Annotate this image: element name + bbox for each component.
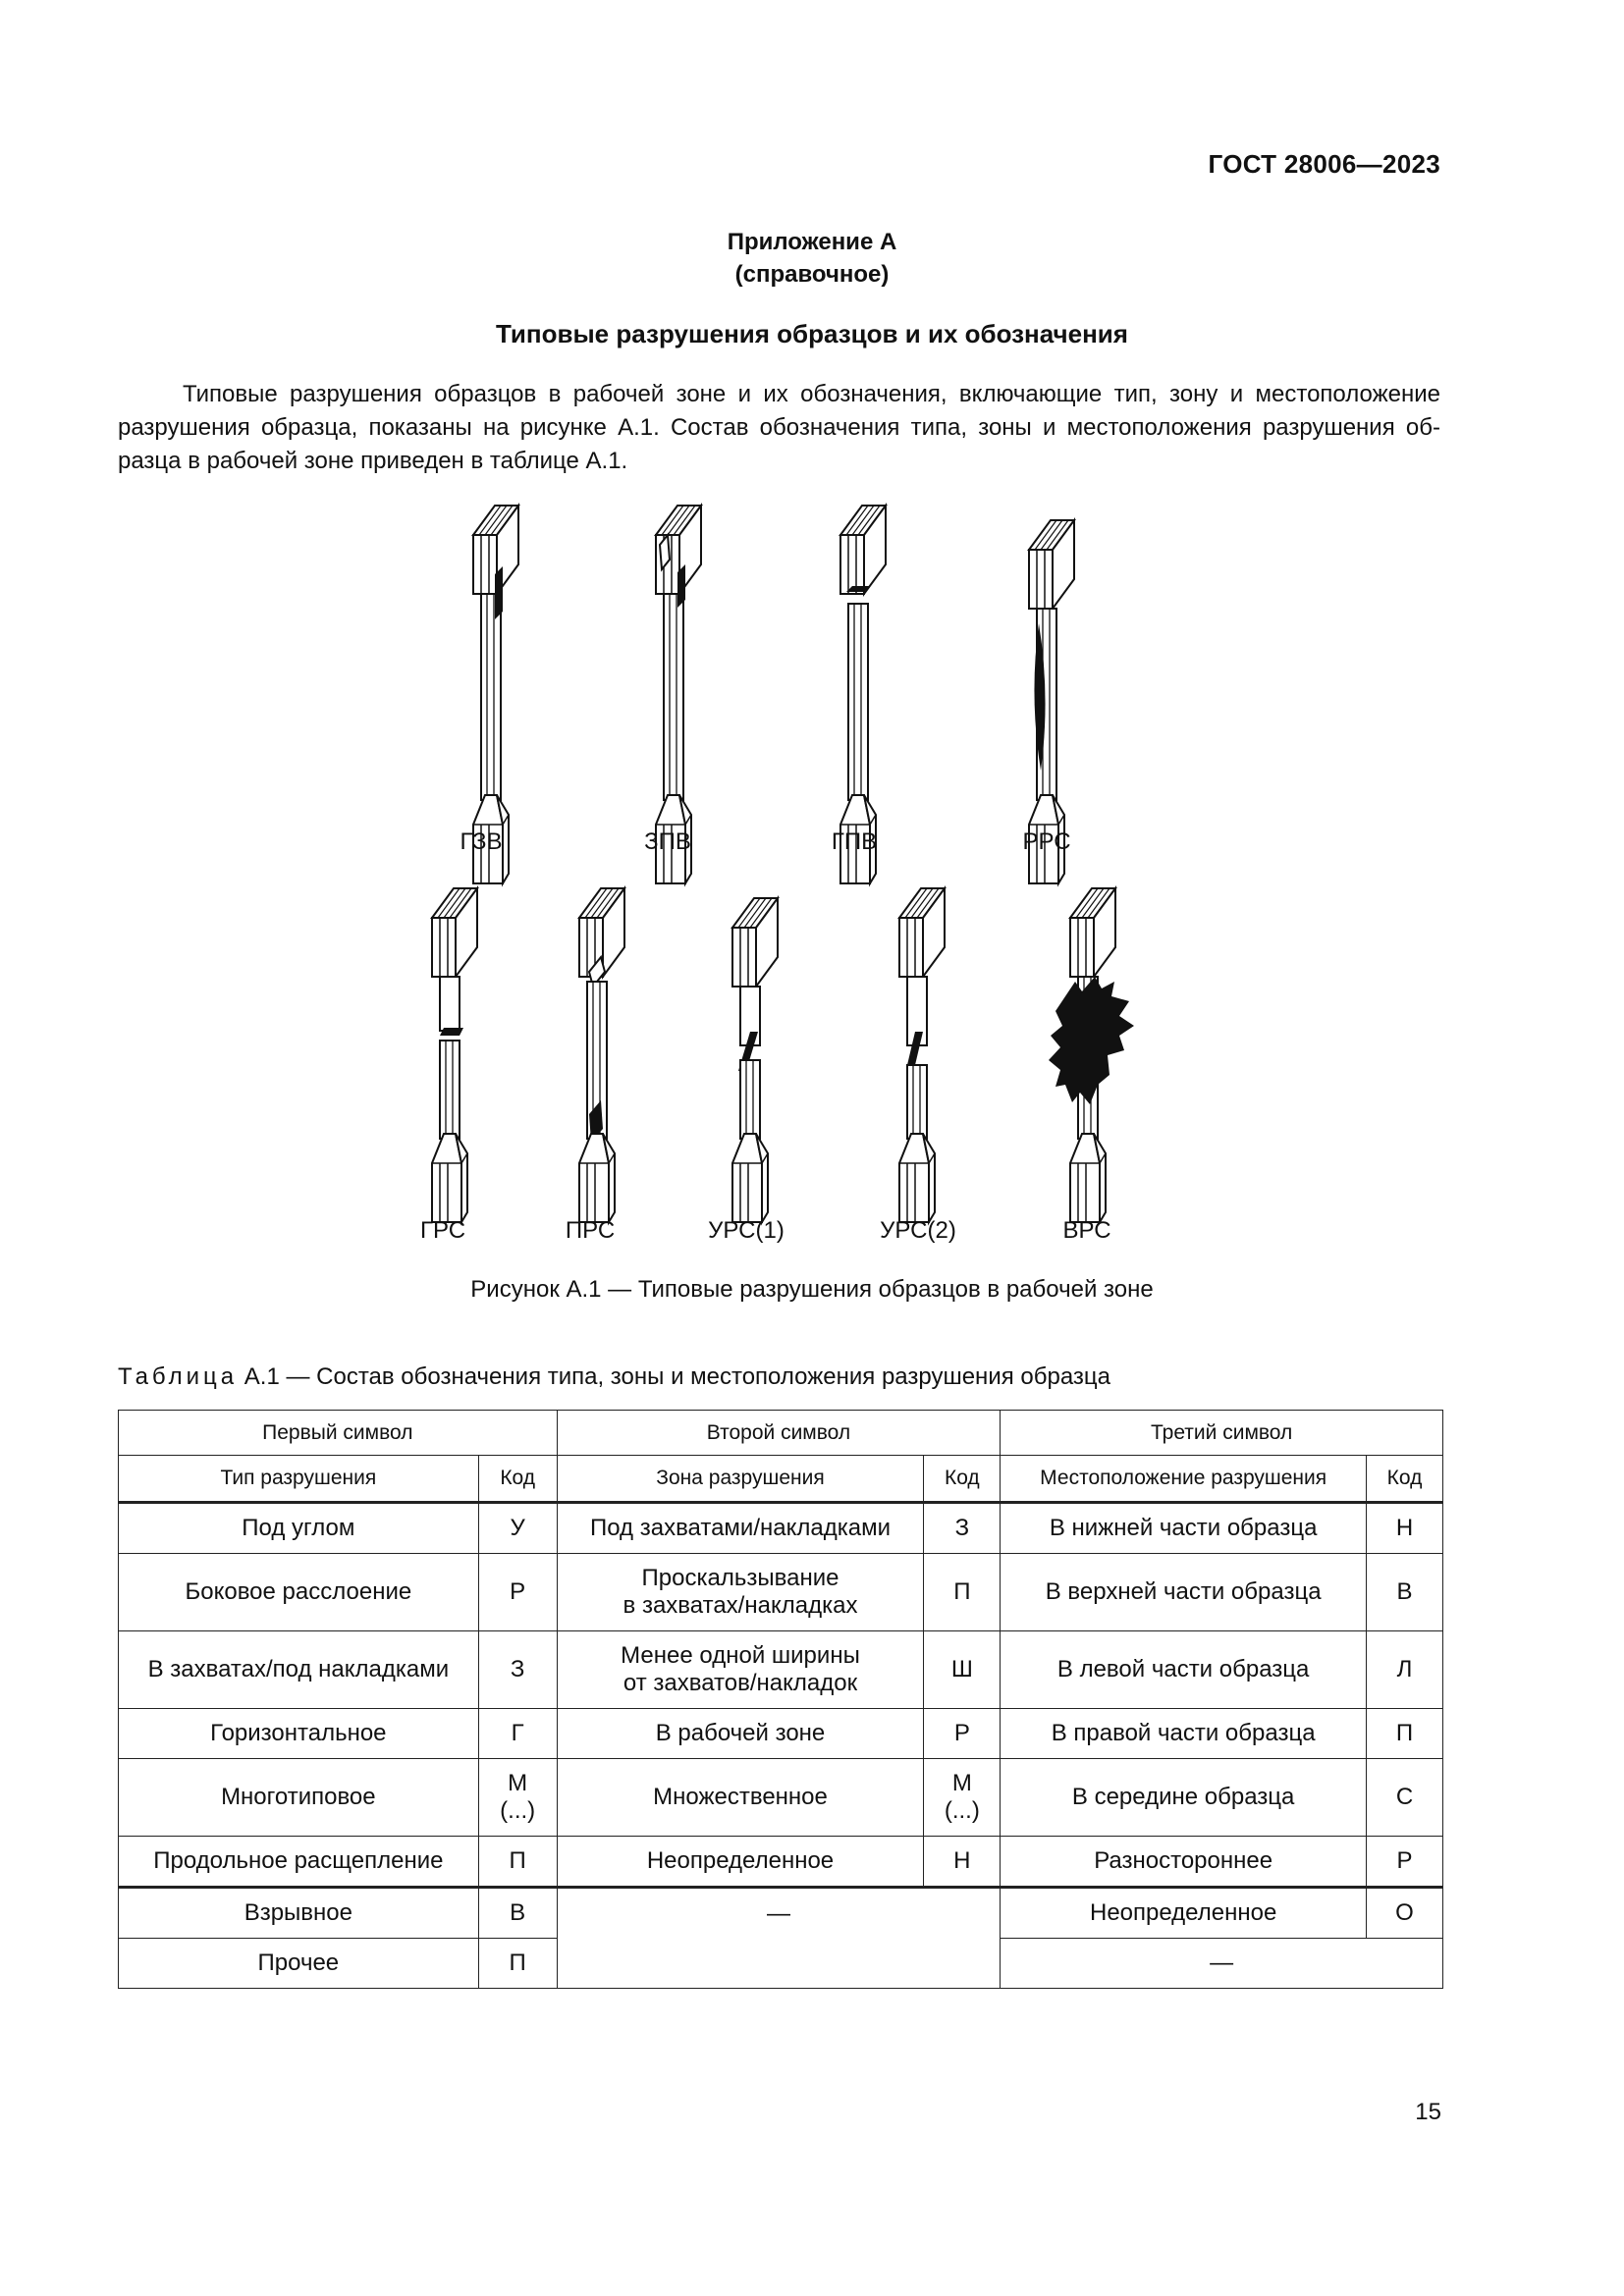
- cell-location-code: Л: [1367, 1631, 1443, 1709]
- page-number: 15: [1415, 2099, 1441, 2125]
- table-row: [119, 1709, 1443, 1759]
- cell-zone: Под захватами/накладками: [557, 1503, 924, 1554]
- specimen-zpv: [656, 506, 701, 883]
- cell-location-code: В: [1367, 1554, 1443, 1631]
- intro-line: разрушения образца, показаны на рисунке А.1. Состав обозначения типа, зоны и местоположения разрушения об-: [118, 414, 1440, 441]
- cell-type-code: П: [478, 1939, 557, 1989]
- cell-zone-code: П: [924, 1554, 1001, 1631]
- figure-label-urs1: УРС(1): [708, 1217, 785, 1244]
- cell-location: Разностороннее: [1001, 1837, 1367, 1888]
- specimen-urs1: [732, 898, 778, 1222]
- cell-code-line: М: [951, 1770, 972, 1796]
- table-title-rest: А.1 — Состав обозначения типа, зоны и местоположения разрушения образца: [238, 1363, 1110, 1390]
- cell-location-code: Н: [1367, 1503, 1443, 1554]
- figure-label-gzv: ГЗВ: [460, 828, 503, 855]
- cell-zone-code: Р: [924, 1709, 1001, 1759]
- document-code: ГОСТ 28006—2023: [1208, 149, 1440, 179]
- table-row: [119, 1837, 1443, 1888]
- cell-location-dash: —: [1001, 1939, 1443, 1989]
- cell-location-code: П: [1367, 1709, 1443, 1759]
- cell-zone: [557, 1631, 924, 1709]
- cell-zone-dash: —: [557, 1888, 1001, 1989]
- cell-zone-code: Ш: [924, 1631, 1001, 1709]
- cell-type-code: У: [478, 1503, 557, 1554]
- cell-location: Неопределенное: [1001, 1888, 1367, 1939]
- figure-label-prs: ПРС: [565, 1217, 616, 1244]
- cell-zone-code: Н: [924, 1837, 1001, 1888]
- cell-zone-code: [924, 1759, 1001, 1837]
- cell-location-code: С: [1367, 1759, 1443, 1837]
- cell-location-code: Р: [1367, 1837, 1443, 1888]
- specimen-urs2: [899, 888, 945, 1222]
- cell-type-code: Г: [478, 1709, 557, 1759]
- group-header-second: Второй символ: [557, 1411, 1001, 1456]
- figure-label-rrs: РРС: [1022, 828, 1071, 855]
- cell-type-code: В: [478, 1888, 557, 1939]
- cell-zone: [557, 1554, 924, 1631]
- figure-label-zpv: ЗПВ: [644, 828, 691, 855]
- cell-zone-line: Менее одной ширины: [621, 1642, 860, 1669]
- col-header: Код: [478, 1456, 557, 1503]
- cell-type: Горизонтальное: [119, 1709, 479, 1759]
- appendix-title: Приложение А: [727, 229, 897, 255]
- intro-line: Типовые разрушения образцов в рабочей зоне и их обозначения, включающие тип, зону и местоположение: [183, 381, 1440, 407]
- table-row: [119, 1888, 1443, 1939]
- cell-zone: Множественное: [557, 1759, 924, 1837]
- table-title: [118, 1363, 1110, 1391]
- col-header: Зона разрушения: [557, 1456, 924, 1503]
- cell-location: В правой части образца: [1001, 1709, 1367, 1759]
- cell-type: Прочее: [119, 1939, 479, 1989]
- specimen-gpv: [840, 506, 886, 883]
- section-title: Типовые разрушения образцов и их обозначения: [496, 319, 1128, 348]
- specimen-prs: [579, 888, 624, 1222]
- cell-zone: Неопределенное: [557, 1837, 924, 1888]
- table-row: [119, 1503, 1443, 1554]
- cell-type: Многотиповое: [119, 1759, 479, 1837]
- cell-type-code: [478, 1759, 557, 1837]
- cell-type: Продольное расщепление: [119, 1837, 479, 1888]
- table-row: [119, 1554, 1443, 1631]
- cell-code-line: М: [508, 1770, 528, 1796]
- cell-zone: В рабочей зоне: [557, 1709, 924, 1759]
- cell-location: В верхней части образца: [1001, 1554, 1367, 1631]
- cell-type: Под углом: [119, 1503, 479, 1554]
- figure-label-urs2: УРС(2): [880, 1217, 956, 1244]
- appendix-subtitle: (справочное): [734, 261, 890, 288]
- table-row: [119, 1631, 1443, 1709]
- specimen-gzv: [473, 506, 518, 883]
- cell-type: Боковое расслоение: [119, 1554, 479, 1631]
- designation-table: [118, 1410, 1443, 1989]
- figure-label-grs: ГРС: [419, 1217, 466, 1244]
- cell-code-line: (...): [944, 1797, 980, 1824]
- cell-location: В левой части образца: [1001, 1631, 1367, 1709]
- specimen-grs: [432, 888, 477, 1222]
- group-header-third: Третий символ: [1001, 1411, 1443, 1456]
- col-header: Местоположение разрушения: [1001, 1456, 1367, 1503]
- figure-label-gpv: ГПВ: [831, 828, 878, 855]
- cell-type-code: П: [478, 1837, 557, 1888]
- col-header: Тип разрушения: [119, 1456, 479, 1503]
- figure-caption: Рисунок А.1 — Типовые разрушения образцов в рабочей зоне: [470, 1276, 1154, 1303]
- intro-paragraph: [118, 378, 1440, 478]
- cell-type-code: З: [478, 1631, 557, 1709]
- col-header: Код: [1367, 1456, 1443, 1503]
- cell-zone-line: в захватах/накладках: [623, 1592, 858, 1619]
- appendix-heading: [0, 226, 1624, 291]
- intro-line: разца в рабочей зоне приведен в таблице А.1.: [118, 448, 628, 474]
- cell-location-code: О: [1367, 1888, 1443, 1939]
- table-title-prefix: Таблица: [118, 1363, 239, 1390]
- cell-type: В захватах/под накладками: [119, 1631, 479, 1709]
- table-row: [119, 1759, 1443, 1837]
- figure-label-vrs: ВРС: [1062, 1217, 1111, 1244]
- cell-code-line: (...): [500, 1797, 536, 1824]
- cell-zone-line: от захватов/накладок: [623, 1670, 858, 1696]
- cell-zone-code: З: [924, 1503, 1001, 1554]
- cell-zone-line: Проскальзывание: [641, 1565, 839, 1591]
- cell-type: Взрывное: [119, 1888, 479, 1939]
- col-header: Код: [924, 1456, 1001, 1503]
- cell-location: В нижней части образца: [1001, 1503, 1367, 1554]
- figure-specimens: [0, 486, 1624, 1261]
- cell-type-code: Р: [478, 1554, 557, 1631]
- specimen-vrs: [1049, 888, 1134, 1222]
- group-header-first: Первый символ: [119, 1411, 558, 1456]
- cell-location: В середине образца: [1001, 1759, 1367, 1837]
